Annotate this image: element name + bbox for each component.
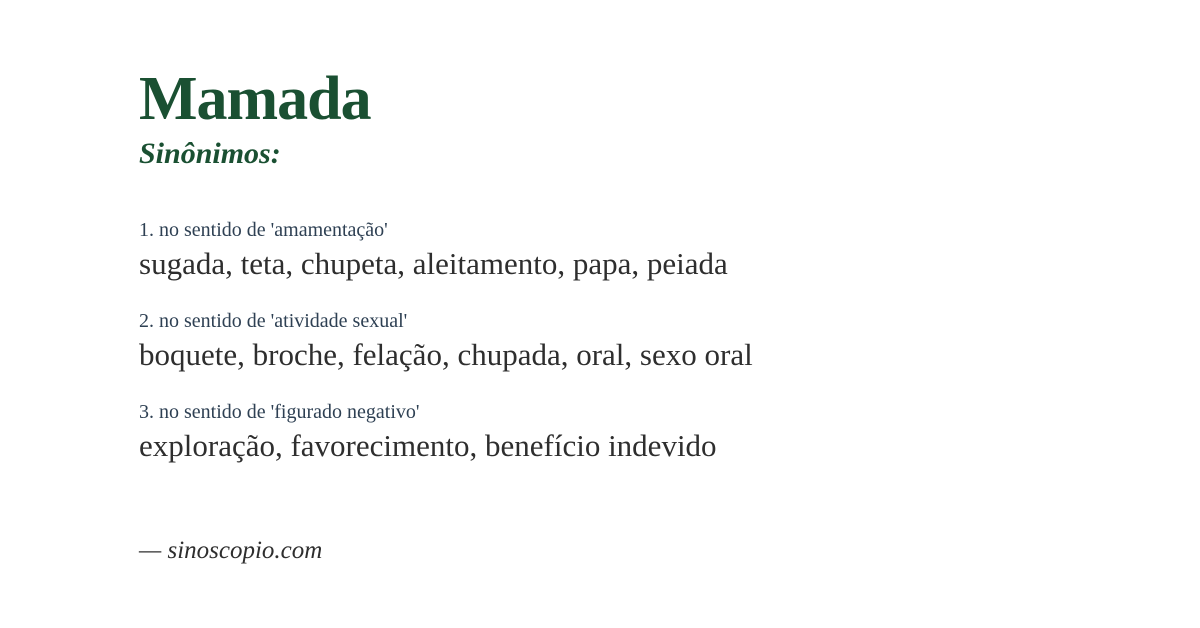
synonym-entry	[139, 308, 1140, 373]
page-title: Mamada	[139, 65, 371, 133]
synonym-list: boquete, broche, felação, chupada, oral, sexo oral	[139, 337, 753, 373]
synonyms-heading: Sinônimos:	[139, 137, 281, 170]
sense-label: 3. no sentido de 'figurado negativo'	[139, 401, 420, 424]
sense-label: 1. no sentido de 'amamentação'	[139, 219, 388, 241]
synonym-entry	[139, 399, 1140, 464]
synonym-list: exploração, favorecimento, benefício indevido	[139, 428, 717, 464]
synonym-entry	[139, 217, 1140, 282]
synonym-entries	[139, 217, 1140, 465]
synonym-list: sugada, teta, chupeta, aleitamento, papa, peiada	[139, 246, 728, 281]
site-attribution: — sinoscopio.com	[139, 536, 323, 564]
sense-label: 2. no sentido de 'atividade sexual'	[139, 310, 408, 333]
